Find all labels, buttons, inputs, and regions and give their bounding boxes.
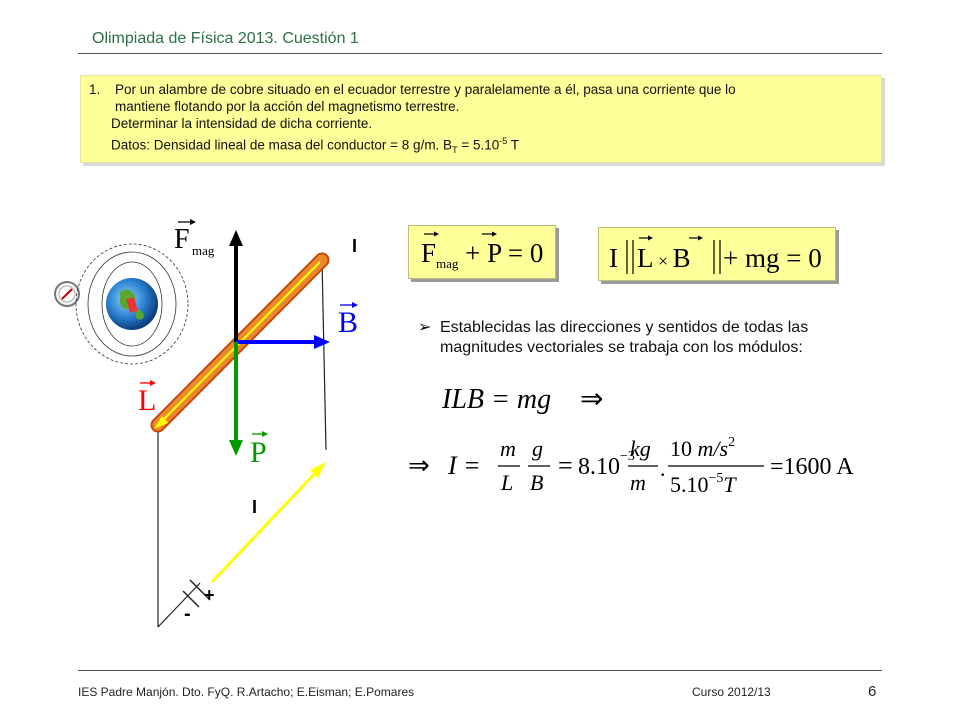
implies-icon: ⇒ xyxy=(580,382,604,415)
problem-statement-box xyxy=(80,75,882,163)
formula-coef-exp: −3 xyxy=(620,449,635,464)
frac2-num: g xyxy=(532,436,543,461)
frac4-num-exp: 2 xyxy=(728,435,736,450)
weight-label xyxy=(250,431,268,469)
frac4-den-prefix: 5.10 xyxy=(670,472,709,497)
frac3-num: kg xyxy=(630,436,651,461)
frac4-num xyxy=(670,435,735,461)
slide-title: Olimpiada de Física 2013. Cuestión 1 xyxy=(92,30,359,47)
statement-line-2: mantiene flotando por la acción del magnetismo terrestre. xyxy=(115,99,460,114)
bullet-line-1: Establecidas las direcciones y sentidos de todas las xyxy=(440,319,809,336)
eq2-I: I xyxy=(609,243,618,273)
formula-ilb-text: ILB = mg xyxy=(442,384,552,415)
footer-rule xyxy=(78,670,882,671)
footer-authors: IES Padre Manjón. Dto. FyQ. R.Artacho; E.Eisman; E.Pomares xyxy=(78,685,415,699)
frac1-num: m xyxy=(500,436,516,461)
eq1-rest: + P = 0 xyxy=(458,238,544,268)
current-label-top: I xyxy=(352,236,358,256)
eq1-force-symbol: F xyxy=(421,238,437,268)
current-arrow xyxy=(212,462,326,582)
equation-lorentz xyxy=(599,228,835,280)
battery-plus: + xyxy=(204,585,215,605)
formula-dot: . xyxy=(660,456,666,481)
implies-icon-2: ⇒ xyxy=(408,451,430,481)
eq2-rest: + mg = 0 xyxy=(723,243,822,273)
force-subscript: mag xyxy=(192,243,215,258)
equation-box-lorentz xyxy=(598,227,836,281)
data-suffix: T xyxy=(507,137,520,153)
current-label-bottom: I xyxy=(252,497,258,517)
circuit-wires xyxy=(158,260,326,627)
equation-box-force-balance xyxy=(408,225,556,279)
page-number: 6 xyxy=(868,683,877,700)
magnetic-force-arrow xyxy=(229,230,243,342)
formula-equals: = xyxy=(558,451,573,480)
frac4-den-unit: T xyxy=(723,472,736,497)
eq1-force-subscript: mag xyxy=(436,256,459,271)
statement-line-3: Determinar la intensidad de dicha corriente. xyxy=(111,116,373,131)
eq2-L: L xyxy=(637,243,654,273)
force-label xyxy=(174,219,215,258)
formula-ilb xyxy=(430,378,650,418)
frac4-den-exp: −5 xyxy=(708,471,724,486)
force-symbol: F xyxy=(174,224,190,255)
eq2-B: B xyxy=(672,243,691,273)
frac4-num-unit: m/s xyxy=(692,436,729,461)
length-symbol: L xyxy=(138,384,157,417)
data-superscript: -5 xyxy=(499,136,508,146)
formula-coef: 8.10 xyxy=(578,454,620,480)
equation-force-balance xyxy=(409,226,555,278)
compass-icon xyxy=(55,282,79,306)
header-rule xyxy=(78,53,882,54)
footer-course: Curso 2012/13 xyxy=(692,685,771,699)
data-prefix: Datos: Densidad lineal de masa del conductor = 8 g/m. B xyxy=(111,137,453,153)
frac4-den xyxy=(670,471,737,497)
frac3-den: m xyxy=(630,470,646,495)
earth-magnetic-field-icon xyxy=(76,244,188,364)
svg-text:Fmag + P = 0 xyxy=(421,238,543,271)
formula-result xyxy=(408,428,888,508)
formula-result: =1600 A xyxy=(770,454,854,480)
frac2-den: B xyxy=(530,470,544,495)
field-label xyxy=(338,302,358,339)
statement-line-1: Por un alambre de cobre situado en el ecuador terrestre y paralelamente a él, pasa una corriente que lo xyxy=(115,82,736,97)
field-symbol: B xyxy=(338,306,359,339)
frac1-den: L xyxy=(501,470,514,495)
frac4-num-prefix: 10 xyxy=(670,436,692,461)
bullet-line-2: magnitudes vectoriales se trabaja con los módulos: xyxy=(440,339,803,356)
bullet-arrow-icon: ➢ xyxy=(418,319,432,336)
svg-text:L × B xyxy=(637,243,691,273)
length-label xyxy=(138,380,156,417)
force-diagram xyxy=(50,200,410,640)
statement-line-4 xyxy=(111,133,519,158)
data-subscript: T xyxy=(452,145,458,156)
battery-minus: - xyxy=(184,603,191,625)
eq2-times: × xyxy=(653,251,673,271)
statement-number: 1. xyxy=(89,82,101,97)
weight-symbol: P xyxy=(250,436,267,469)
formula-I-eq: I = xyxy=(448,451,481,480)
data-mid: = 5.10 xyxy=(457,137,500,153)
